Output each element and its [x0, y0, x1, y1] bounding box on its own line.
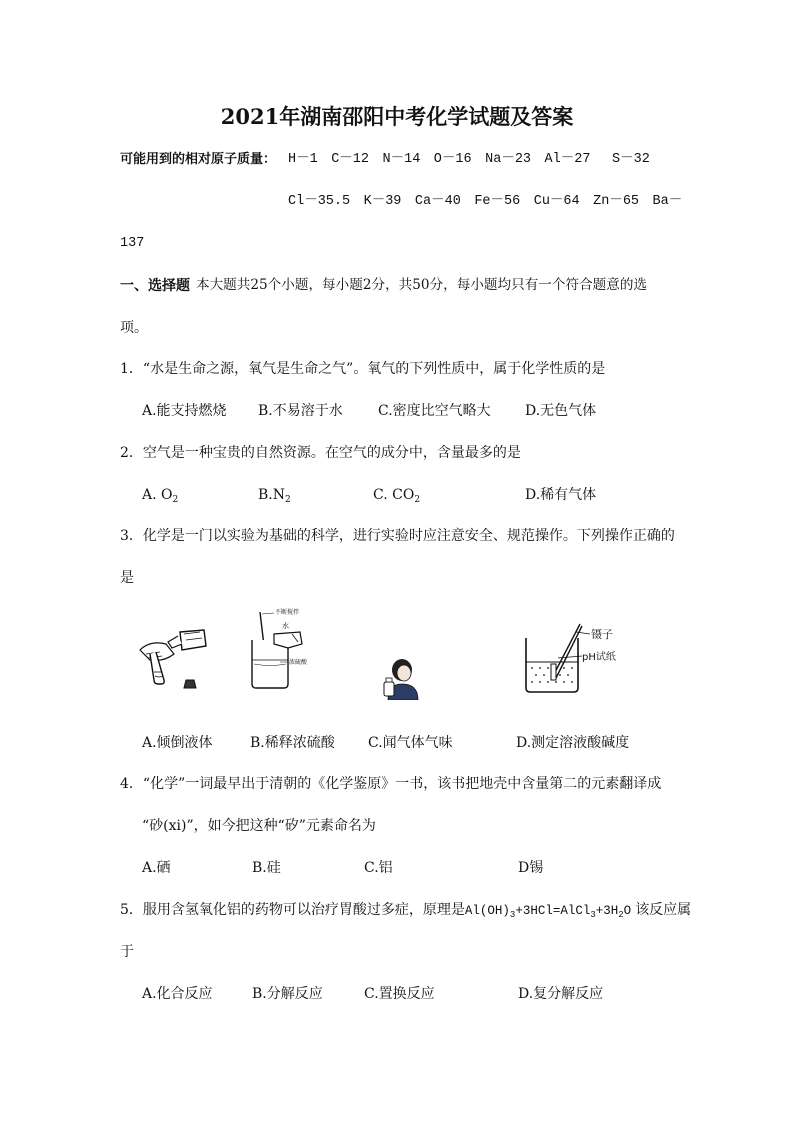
figure-d-measuring-ph	[518, 618, 628, 698]
atomic-mass-label: 可能用到的相对原子质量：	[120, 152, 277, 167]
q1-stem: 1．“水是生命之源，氧气是生命之气”。氧气的下列性质中，属于化学性质的是	[120, 361, 606, 377]
figure-d-tweezers-label: 镊子	[591, 628, 613, 641]
q5-option-a: A.化合反应	[142, 986, 213, 1002]
q4-option-a: A.硒	[142, 860, 171, 876]
q4-stem-line-2: “砂(xi)”，如今把这种“矽”元素命名为	[142, 818, 376, 834]
q3-stem-line-2: 是	[120, 570, 134, 586]
atomic-mass-line-1: H－1 C－12 N－14 O－16 Na－23 Al－27 S－32	[288, 152, 650, 167]
q1-option-d: D.无色气体	[525, 403, 597, 419]
figure-c-smelling-gas	[380, 656, 424, 700]
section-intro-line-1: 本大题共25个小题，每小题2分，共50分，每小题均只有一个符合题意的选	[196, 277, 648, 293]
q5-option-c: C.置换反应	[364, 986, 435, 1002]
q1-option-b: B.不易溶于水	[258, 403, 343, 419]
q5-equation: $Al(OH)_3+3HCl=AlCl_3+3H_2O$	[464, 904, 632, 920]
q3-stem-line-1: 3．化学是一门以实验为基础的科学，进行实验时应注意安全、规范操作。下列操作正确的	[120, 528, 675, 544]
atomic-mass-line-3: 137	[120, 236, 145, 251]
q3-option-a: A.倾倒液体	[142, 735, 213, 751]
q5-stem: 5．服用含氢氧化铝的药物可以治疗胃酸过多症，原理是$Al(OH)_3+3HCl=AlCl_3+3H_2O$ 该反应属	[120, 902, 692, 920]
q5-option-d: D.复分解反应	[518, 986, 604, 1002]
figure-d-paper-label: pH试纸	[582, 652, 616, 663]
section-intro-line-2: 项。	[120, 320, 148, 336]
figure-b-diluting-acid	[244, 604, 316, 690]
figure-b-rod-label: 不断搅拌	[275, 609, 300, 616]
q5-option-b: B.分解反应	[252, 986, 323, 1002]
figure-a-pouring-liquid	[134, 618, 214, 692]
q5-stem-line-2: 于	[120, 944, 134, 960]
q2-option-b: $B.N_2$	[258, 487, 291, 505]
q1-option-a: A.能支持燃烧	[142, 403, 227, 419]
page-title: 2021年湖南邵阳中考化学试题及答案	[220, 104, 574, 129]
q2-option-c: C. $CO_2$	[373, 487, 421, 505]
q4-option-d: D锡	[518, 860, 544, 876]
q4-option-c: C.铝	[364, 860, 393, 876]
q2-option-a: A. $O_2$	[142, 487, 179, 505]
q3-option-b: B.稀释浓硫酸	[250, 735, 335, 751]
atomic-mass-line-2: Cl－35.5 K－39 Ca－40 Fe－56 Cu－64 Zn－65 Ba－	[288, 194, 683, 209]
q1-option-c: C.密度比空气略大	[378, 403, 491, 419]
q3-option-c: C.闻气体气味	[368, 735, 453, 751]
section-heading: 一、选择题	[120, 278, 190, 294]
q4-stem-line-1: 4．“化学”一词最早出于清朝的《化学鉴原》一书，该书把地壳中含量第二的元素翻译成	[120, 776, 662, 792]
q2-stem: 2．空气是一种宝贵的自然资源。在空气的成分中，含量最多的是	[120, 445, 521, 461]
q4-option-b: B.硅	[252, 860, 281, 876]
figure-b-acid-label: 浓硫酸	[289, 659, 308, 666]
figure-b-water-label: 水	[282, 622, 289, 630]
q2-option-d: D.稀有气体	[525, 487, 597, 503]
q3-option-d: D.测定溶液酸碱度	[516, 735, 630, 751]
